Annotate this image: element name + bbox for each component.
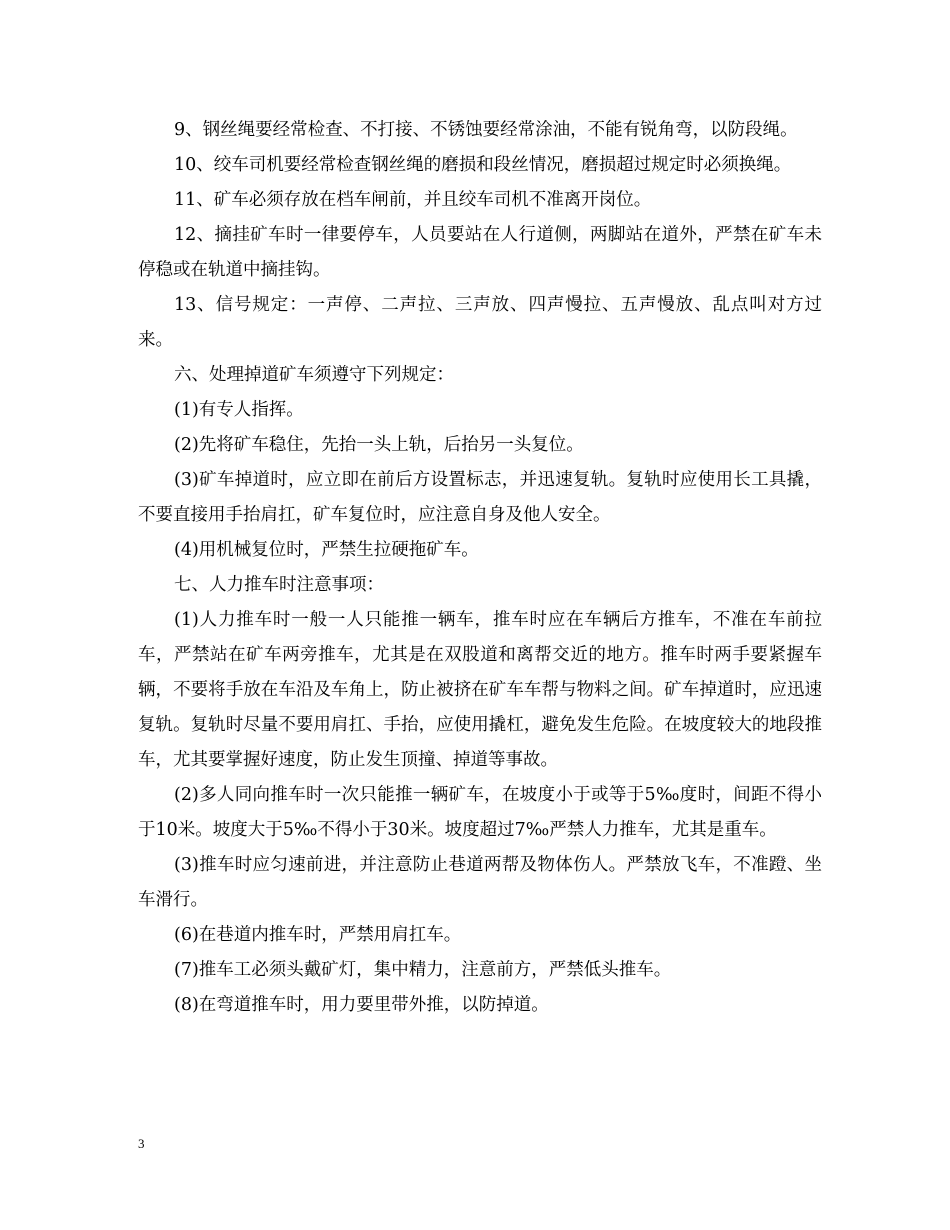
paragraph: (6)在巷道内推车时，严禁用肩扛车。 <box>174 925 462 945</box>
paragraph: 12、摘挂矿车时一律要停车，人员要站在人行道侧，两脚站在道外，严禁在矿车未停稳或在轨道中摘挂钩。 <box>138 225 822 280</box>
paragraph: (1)人力推车时一般一人只能推一辆车，推车时应在车辆后方推车，不准在车前拉车，严禁站在矿车两旁推车，尤其是在双股道和离帮交近的地方。推车时两手要紧握车辆，不要将手放在车沿及车角上，防止被挤在矿车车帮与物料之间。矿车掉道时，应迅速复轨。复轨时尽量不要用肩扛、手抬，应使用撬杠，避免发生危险。在坡度较大的地段推车，尤其要掌握好速度，防止发生顶撞、掉道等事故。 <box>138 610 822 770</box>
paragraph: (3)矿车掉道时，应立即在前后方设置标志，并迅速复轨。复轨时应使用长工具撬，不要直接用手抬肩扛，矿车复位时，应注意自身及他人安全。 <box>138 470 822 525</box>
paragraph: 11、矿车必须存放在档车闸前，并且绞车司机不准离开岗位。 <box>174 190 652 210</box>
paragraph: (3)推车时应匀速前进，并注意防止巷道两帮及物体伤人。严禁放飞车，不准蹬、坐车滑行。 <box>138 855 822 910</box>
paragraph: (2)多人同向推车时一次只能推一辆矿车，在坡度小于或等于5‰度时，间距不得小于10米。坡度大于5‰不得小于30米。坡度超过7‰严禁人力推车，尤其是重车。 <box>138 785 822 840</box>
paragraph: 13、信号规定：一声停、二声拉、三声放、四声慢拉、五声慢放、乱点叫对方过来。 <box>138 295 822 350</box>
paragraph: (7)推车工必须头戴矿灯，集中精力，注意前方，严禁低头推车。 <box>174 960 672 980</box>
paragraph: (1)有专人指挥。 <box>174 400 304 420</box>
section-heading: 六、处理掉道矿车须遵守下列规定： <box>174 365 454 385</box>
paragraph: 9、钢丝绳要经常检查、不打接、不锈蚀要经常涂油，不能有锐角弯，以防段绳。 <box>174 120 798 140</box>
section-heading: 七、人力推车时注意事项： <box>174 575 384 595</box>
paragraph: (4)用机械复位时，严禁生拉硬拖矿车。 <box>174 540 479 560</box>
body-text <box>138 113 822 1023</box>
paragraph: (2)先将矿车稳住，先抬一头上轨，后抬另一头复位。 <box>174 435 584 455</box>
page-number: 3 <box>138 1136 145 1151</box>
paragraph: 10、绞车司机要经常检查钢丝绳的磨损和段丝情况，磨损超过规定时必须换绳。 <box>174 155 792 175</box>
paragraph: (8)在弯道推车时，用力要里带外推，以防掉道。 <box>174 995 549 1015</box>
